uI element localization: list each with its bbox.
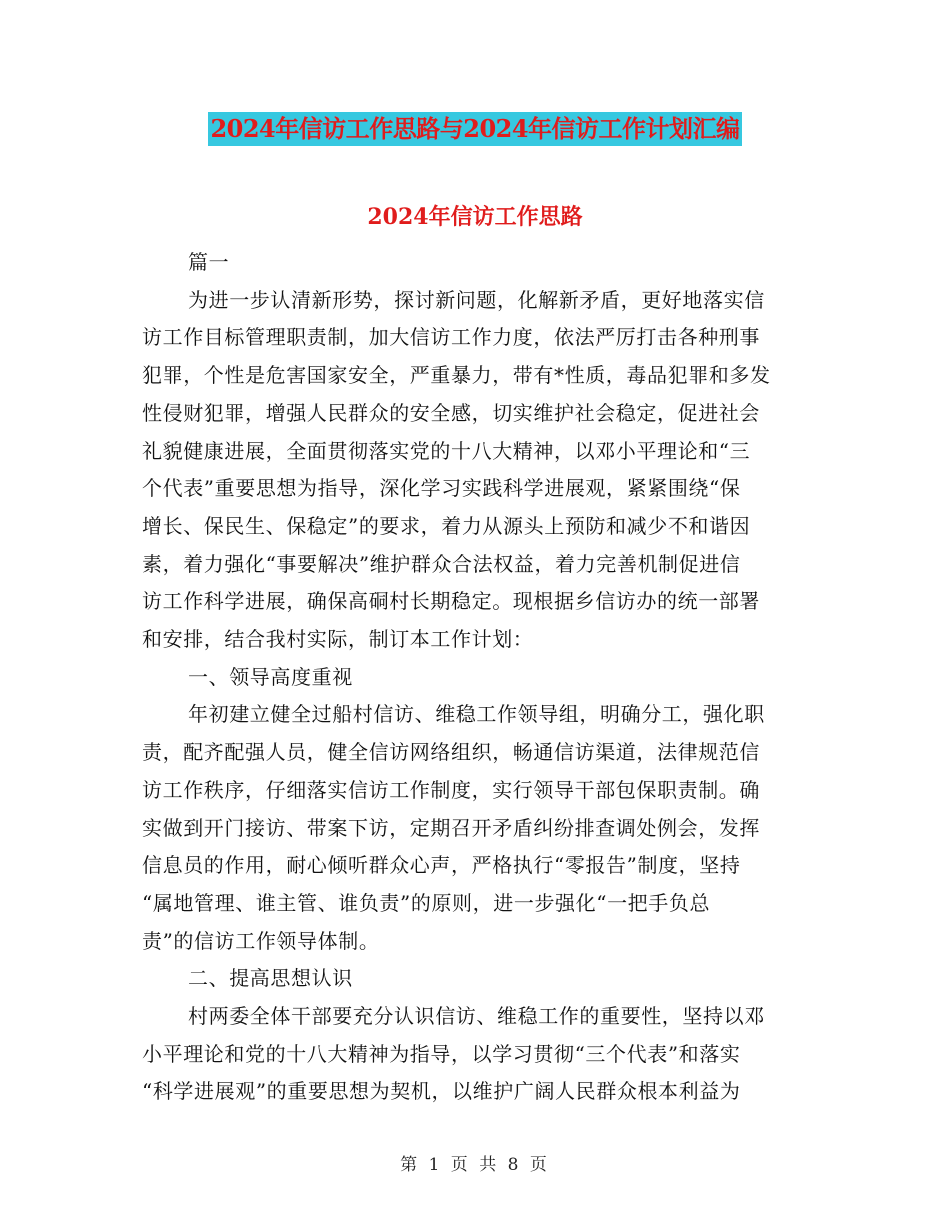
body-line: 个代表”重要思想为指导，深化学习实践科学进展观，紧紧围绕“保 — [142, 476, 741, 501]
body-line: 性侵财犯罪，增强人民群众的安全感，切实维护社会稳定，促进社会 — [142, 400, 760, 425]
section-title: 2024年信访工作思路 — [367, 204, 583, 230]
body-line: 责”的信访工作领导体制。 — [142, 928, 380, 953]
body-line: 礼貌健康进展，全面贯彻落实党的十八大精神，以邓小平理论和“三 — [142, 438, 751, 463]
body-line: 责，配齐配强人员，健全信访网络组织，畅通信访渠道，法律规范信 — [142, 740, 760, 765]
body-line: 篇一 — [188, 250, 230, 274]
body-line: 增长、保民生、保稳定”的要求，着力从源头上预防和减少不和谐因 — [142, 513, 751, 538]
body-line: 访工作秩序，仔细落实信访工作制度，实行领导干部包保职责制。确 — [142, 777, 760, 802]
body-line: “属地管理、谁主管、谁负责”的原则，进一步强化“一把手负总 — [142, 890, 711, 915]
main-title: 2024年信访工作思路与2024年信访工作计划汇编 — [208, 112, 741, 146]
body-line: 和安排，结合我村实际，制订本工作计划： — [142, 627, 534, 652]
body-line: 素，着力强化“事要解决”维护群众合法权益，着力完善机制促进信 — [142, 551, 741, 576]
body-line: “科学进展观”的重要思想为契机，以维护广阔人民群众根本利益为 — [142, 1079, 741, 1104]
body-line: 二、提高思想认识 — [188, 966, 353, 991]
body-line: 访工作科学进展，确保高硐村长期稳定。现根据乡信访办的统一部署 — [142, 589, 760, 614]
document-body — [142, 244, 812, 1111]
body-line: 访工作目标管理职责制，加大信访工作力度，依法严厉打击各种刑事 — [142, 325, 760, 350]
body-line: 信息员的作用，耐心倾听群众心声，严格执行“零报告”制度，坚持 — [142, 853, 741, 878]
body-line: 年初建立健全过船村信访、维稳工作领导组，明确分工，强化职 — [188, 702, 765, 727]
main-title-row — [0, 112, 950, 146]
body-line: 为进一步认清新形势，探讨新问题，化解新矛盾，更好地落实信 — [188, 287, 765, 312]
body-line: 村两委全体干部要充分认识信访、维稳工作的重要性，坚持以邓 — [188, 1004, 765, 1029]
body-line: 一、领导高度重视 — [188, 664, 353, 689]
body-line: 小平理论和党的十八大精神为指导，以学习贯彻“三个代表”和落实 — [142, 1041, 741, 1066]
body-line: 犯罪，个性是危害国家安全，严重暴力，带有*性质，毒品犯罪和多发 — [142, 363, 771, 388]
body-line: 实做到开门接访、带案下访，定期召开矛盾纠纷排查调处例会，发挥 — [142, 815, 760, 840]
page-footer: 第 1 页 共 8 页 — [400, 1155, 550, 1175]
